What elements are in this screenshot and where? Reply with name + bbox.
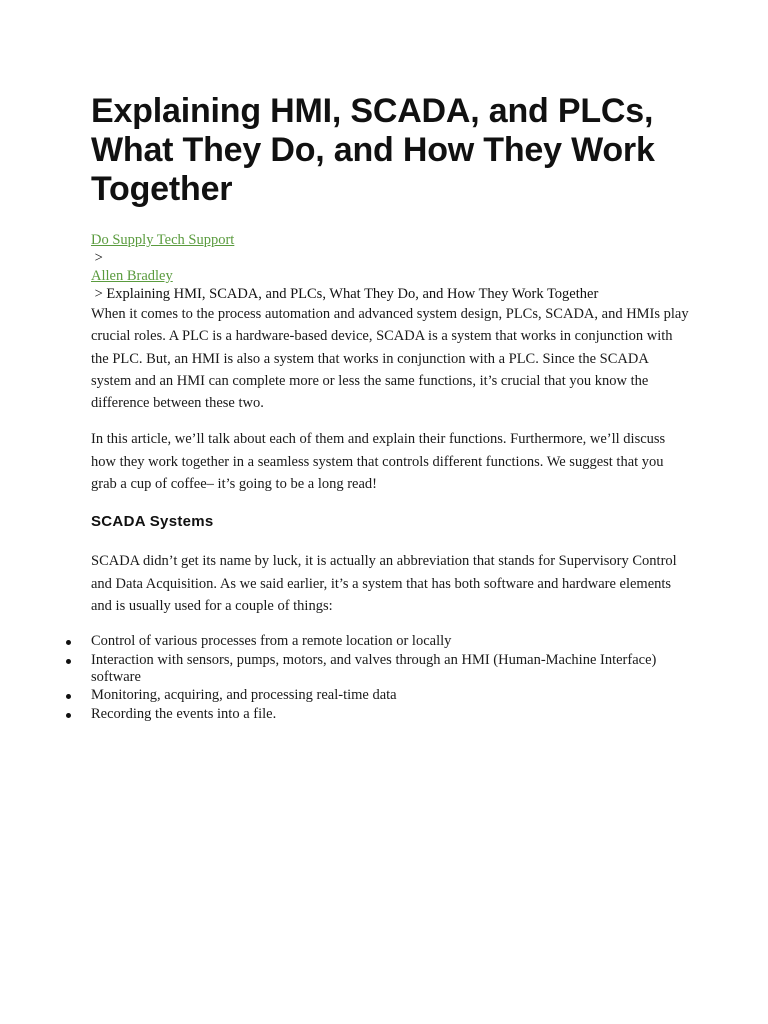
bullet-icon [66, 640, 71, 645]
list-item-text: Control of various processes from a remote location or locally [91, 633, 452, 649]
breadcrumb-separator-glyph: > [94, 250, 103, 266]
page-title: Explaining HMI, SCADA, and PLCs, What They Do, and How They Work Together [91, 92, 655, 208]
intro-paragraph: When it comes to the process automation and advanced system design, PLCs, SCADA, and HMIs play crucial roles. A PLC is a hardware-based device, SCADA is a system that works in conjunction with the PLC. But, an HMI is also a system that works in conjunction with a PLC. Since the SCADA system and an HMI can complete more or less the same functions, it’s crucial that you know the difference between these two. [91, 306, 689, 412]
bullet-icon [66, 713, 71, 718]
list-item-text: Interaction with sensors, pumps, motors, and valves through an HMI (Human-Machine Interface) software [91, 651, 657, 685]
breadcrumb-current [91, 285, 691, 303]
list-item [0, 633, 690, 650]
scada-paragraph: SCADA didn’t get its name by luck, it is actually an abbreviation that stands for Supervisory Control and Data Acquisition. As we said earlier, it’s a system that has both software and hardware elements and is usually used for a couple of things: [91, 553, 677, 614]
section-heading-scada: SCADA Systems [91, 513, 214, 531]
list-item-text: Recording the events into a file. [91, 705, 277, 722]
list-item [0, 687, 690, 704]
article-overview-paragraph: In this article, we’ll talk about each of them and explain their functions. Furthermore, we’ll discuss how they work together in a seamless system that controls different functions. We suggest that you grab a cup of coffee– it’s going to be a long read! [91, 431, 666, 493]
bullet-icon [66, 694, 71, 699]
breadcrumb-separator [91, 249, 691, 267]
list-item-text: Monitoring, acquiring, and processing real-time data [91, 687, 397, 703]
breadcrumb-current-label: > Explaining HMI, SCADA, and PLCs, What They Do, and How They Work Together [94, 286, 599, 302]
bullet-icon [66, 659, 71, 664]
article [91, 92, 691, 617]
breadcrumb-link-tech-support[interactable]: Do Supply Tech Support [91, 232, 235, 248]
breadcrumb [91, 231, 691, 303]
breadcrumb-link-allen-bradley[interactable]: Allen Bradley [91, 268, 173, 284]
scada-uses-list [0, 633, 690, 724]
list-item [0, 652, 690, 686]
list-item [0, 706, 690, 723]
